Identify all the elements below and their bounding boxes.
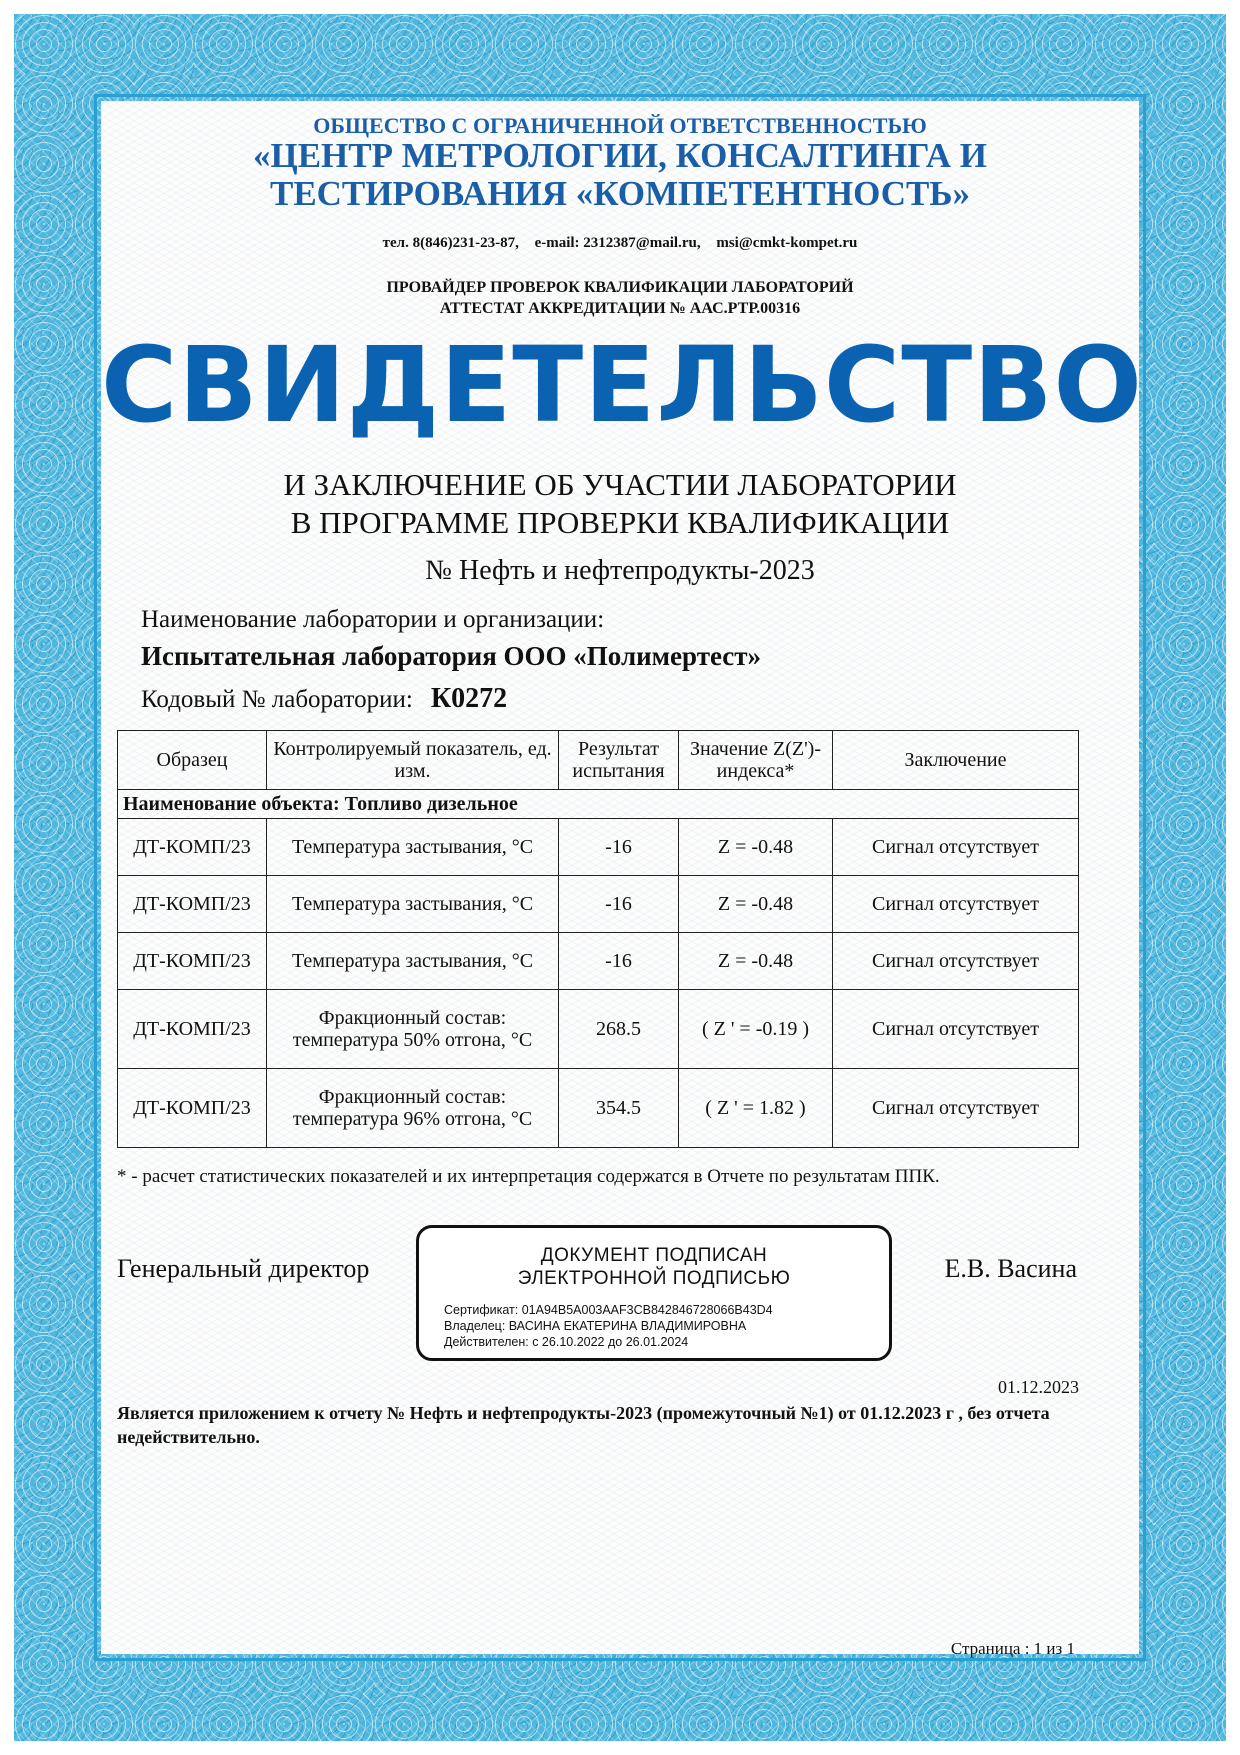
cell-conclusion: Сигнал отсутствует <box>833 819 1079 876</box>
lab-code: К0272 <box>430 683 508 714</box>
group-label: Наименование объекта: Топливо дизельное <box>118 790 1079 819</box>
footnote: * - расчет статистических показателей и их интерпретация содержатся в Отчете по результатам ППК. <box>117 1166 940 1187</box>
org-legal-form: ОБЩЕСТВО С ОГРАНИЧЕННОЙ ОТВЕТСТВЕННОСТЬЮ <box>313 113 927 138</box>
header-conclusion: Заключение <box>833 731 1079 790</box>
stamp-validity: Действителен: с 26.10.2022 до 26.01.2024 <box>444 1335 689 1349</box>
phone: тел. 8(846)231-23-87, <box>382 235 519 251</box>
cell-result: 268.5 <box>559 990 679 1069</box>
email-primary: e-mail: 2312387@mail.ru, <box>534 235 701 251</box>
lab-code-row <box>141 683 507 715</box>
header-z-index: Значение Z(Z')-индекса* <box>679 731 833 790</box>
cell-sample: ДТ-КОМП/23 <box>118 1069 267 1148</box>
email-secondary: msi@cmkt-kompet.ru <box>716 235 858 251</box>
cell-conclusion: Сигнал отсутствует <box>833 933 1079 990</box>
stamp-owner: Владелец: ВАСИНА ЕКАТЕРИНА ВЛАДИМИРОВНА <box>444 1319 747 1333</box>
header-sample: Образец <box>118 731 267 790</box>
provider-info <box>101 277 1139 319</box>
org-name-line2: ТЕСТИРОВАНИЯ «КОМПЕТЕНТНОСТЬ» <box>269 174 971 213</box>
cell-indicator: Фракционный состав: температура 50% отгона, °C <box>267 990 559 1069</box>
stamp-details <box>444 1302 773 1350</box>
cell-indicator: Температура застывания, °C <box>267 876 559 933</box>
table-row <box>118 990 1079 1069</box>
lab-name: Испытательная лаборатория ООО «Полимертест» <box>141 641 762 671</box>
group-row <box>118 790 1079 819</box>
director-title: Генеральный директор <box>117 1254 370 1283</box>
header-indicator: Контролируемый показатель, ед. изм. <box>267 731 559 790</box>
subtitle-line1: И ЗАКЛЮЧЕНИЕ ОБ УЧАСТИИ ЛАБОРАТОРИИ <box>283 467 957 502</box>
results-table <box>117 730 1079 1148</box>
cell-sample: ДТ-КОМП/23 <box>118 876 267 933</box>
lab-name-label: Наименование лаборатории и организации: <box>141 606 605 633</box>
cell-z: Z = -0.48 <box>679 876 833 933</box>
table-row <box>118 1069 1079 1148</box>
stamp-heading <box>419 1244 889 1290</box>
issue-date: 01.12.2023 <box>998 1377 1079 1397</box>
cell-sample: ДТ-КОМП/23 <box>118 933 267 990</box>
cell-conclusion: Сигнал отсутствует <box>833 990 1079 1069</box>
provider-line: ПРОВАЙДЕР ПРОВЕРОК КВАЛИФИКАЦИИ ЛАБОРАТОРИЙ <box>386 279 854 296</box>
cell-sample: ДТ-КОМП/23 <box>118 819 267 876</box>
cell-result: 354.5 <box>559 1069 679 1148</box>
cell-z: ( Z ' = 1.82 ) <box>679 1069 833 1148</box>
document-subtitle <box>101 466 1139 542</box>
header-result: Результат испытания <box>559 731 679 790</box>
cell-sample: ДТ-КОМП/23 <box>118 990 267 1069</box>
cell-result: -16 <box>559 876 679 933</box>
document-title: СВИДЕТЕЛЬСТВО <box>101 324 1143 446</box>
e-signature-stamp <box>416 1225 892 1361</box>
cell-z: Z = -0.48 <box>679 819 833 876</box>
table-row <box>118 933 1079 990</box>
cell-result: -16 <box>559 933 679 990</box>
contacts <box>101 235 1139 252</box>
program-name: № Нефть и нефтепродукты-2023 <box>425 555 815 586</box>
subtitle-line2: В ПРОГРАММЕ ПРОВЕРКИ КВАЛИФИКАЦИИ <box>290 505 950 540</box>
stamp-heading-line1: ДОКУМЕНТ ПОДПИСАН <box>540 1245 768 1266</box>
cell-conclusion: Сигнал отсутствует <box>833 1069 1079 1148</box>
lab-code-label: Кодовый № лаборатории: <box>141 686 413 713</box>
cell-indicator: Температура застывания, °C <box>267 933 559 990</box>
org-name-line1: «ЦЕНТР МЕТРОЛОГИИ, КОНСАЛТИНГА И <box>252 136 987 175</box>
page-number: Страница : 1 из 1 <box>950 1639 1075 1658</box>
cell-z: Z = -0.48 <box>679 933 833 990</box>
stamp-heading-line2: ЭЛЕКТРОННОЙ ПОДПИСЬЮ <box>517 1268 791 1289</box>
cell-indicator: Температура застывания, °C <box>267 819 559 876</box>
cell-result: -16 <box>559 819 679 876</box>
stamp-certificate: Сертификат: 01A94B5A003AAF3CB842846728066B43D4 <box>444 1303 773 1317</box>
table-header-row <box>118 731 1079 790</box>
table-row <box>118 876 1079 933</box>
certificate-content <box>101 101 1143 1658</box>
table-row <box>118 819 1079 876</box>
cell-z: ( Z ' = -0.19 ) <box>679 990 833 1069</box>
cell-conclusion: Сигнал отсутствует <box>833 876 1079 933</box>
org-name <box>101 137 1139 213</box>
signer-name: Е.В. Васина <box>944 1254 1077 1283</box>
accreditation-line: АТТЕСТАТ АККРЕДИТАЦИИ № ААС.РТР.00316 <box>439 300 801 317</box>
appendix-note: Является приложением к отчету № Нефть и нефтепродукты-2023 (промежуточный №1) от 01.12.2023 г , без отчета недействительно. <box>117 1403 1050 1447</box>
cell-indicator: Фракционный состав: температура 96% отгона, °C <box>267 1069 559 1148</box>
